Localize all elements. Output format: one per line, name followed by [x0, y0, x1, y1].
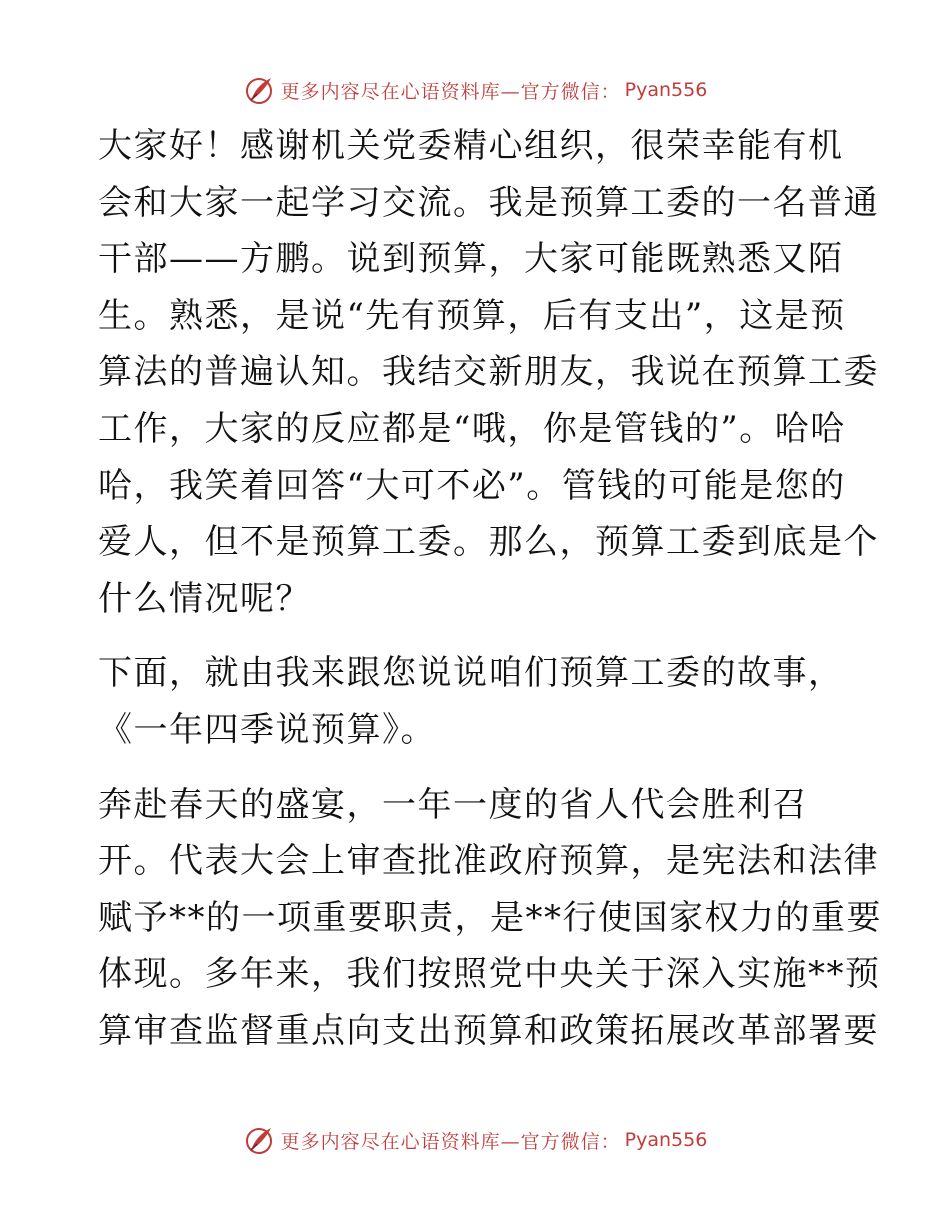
text-line: 哈，我笑着回答“大可不必”。管钱的可能是您的: [98, 465, 846, 506]
feather-pen-logo-icon: [243, 74, 275, 106]
paragraph: [98, 777, 882, 1060]
text-line: 算审查监督重点向支出预算和政策拓展改革部署要: [98, 1010, 879, 1051]
text-line: 奔赴春天的盛宴，一年一度的省人代会胜利召: [98, 784, 808, 825]
feather-pen-logo-icon: [243, 1124, 275, 1156]
text-line: 会和大家一起学习交流。我是预算工委的一名普通: [98, 182, 879, 223]
banner-text: 更多内容尽在心语资料库—官方微信：: [280, 1130, 621, 1153]
text-line: 算法的普遍认知。我结交新朋友，我说在预算工委: [98, 352, 879, 393]
text-line: 《一年四季说预算》。: [98, 709, 436, 750]
text-line: 干部——方鹏。说到预算，大家可能既熟悉又陌: [98, 239, 844, 280]
paragraph: [98, 118, 879, 627]
banner-contact: Pyan556: [624, 79, 708, 101]
text-line: 工作，大家的反应都是“哦，你是管钱的”。哈哈: [98, 408, 846, 449]
banner-text: 更多内容尽在心语资料库—官方微信：: [280, 80, 621, 103]
text-line: 生。熟悉，是说“先有预算，后有支出”，这是预: [98, 295, 846, 336]
banner-contact: Pyan556: [624, 1129, 708, 1151]
footer-banner: [0, 1120, 950, 1160]
text-line: 下面，就由我来跟您说说咱们预算工委的故事，: [98, 653, 844, 694]
text-line: 开。代表大会上审查批准政府预算，是宪法和法律: [98, 841, 879, 882]
text-line: 爱人，但不是预算工委。那么，预算工委到底是个: [98, 522, 879, 563]
header-banner: [0, 70, 950, 110]
text-line: 大家好！感谢机关党委精心组织，很荣幸能有机: [98, 126, 844, 166]
text-line: 体现。多年来，我们按照党中央关于深入实施**预: [98, 954, 881, 995]
document-body: [98, 118, 882, 1060]
text-line: 什么情况呢？: [98, 578, 311, 619]
text-line: 赋予**的一项重要职责，是**行使国家权力的重要: [98, 897, 882, 938]
paragraph: [98, 645, 852, 758]
